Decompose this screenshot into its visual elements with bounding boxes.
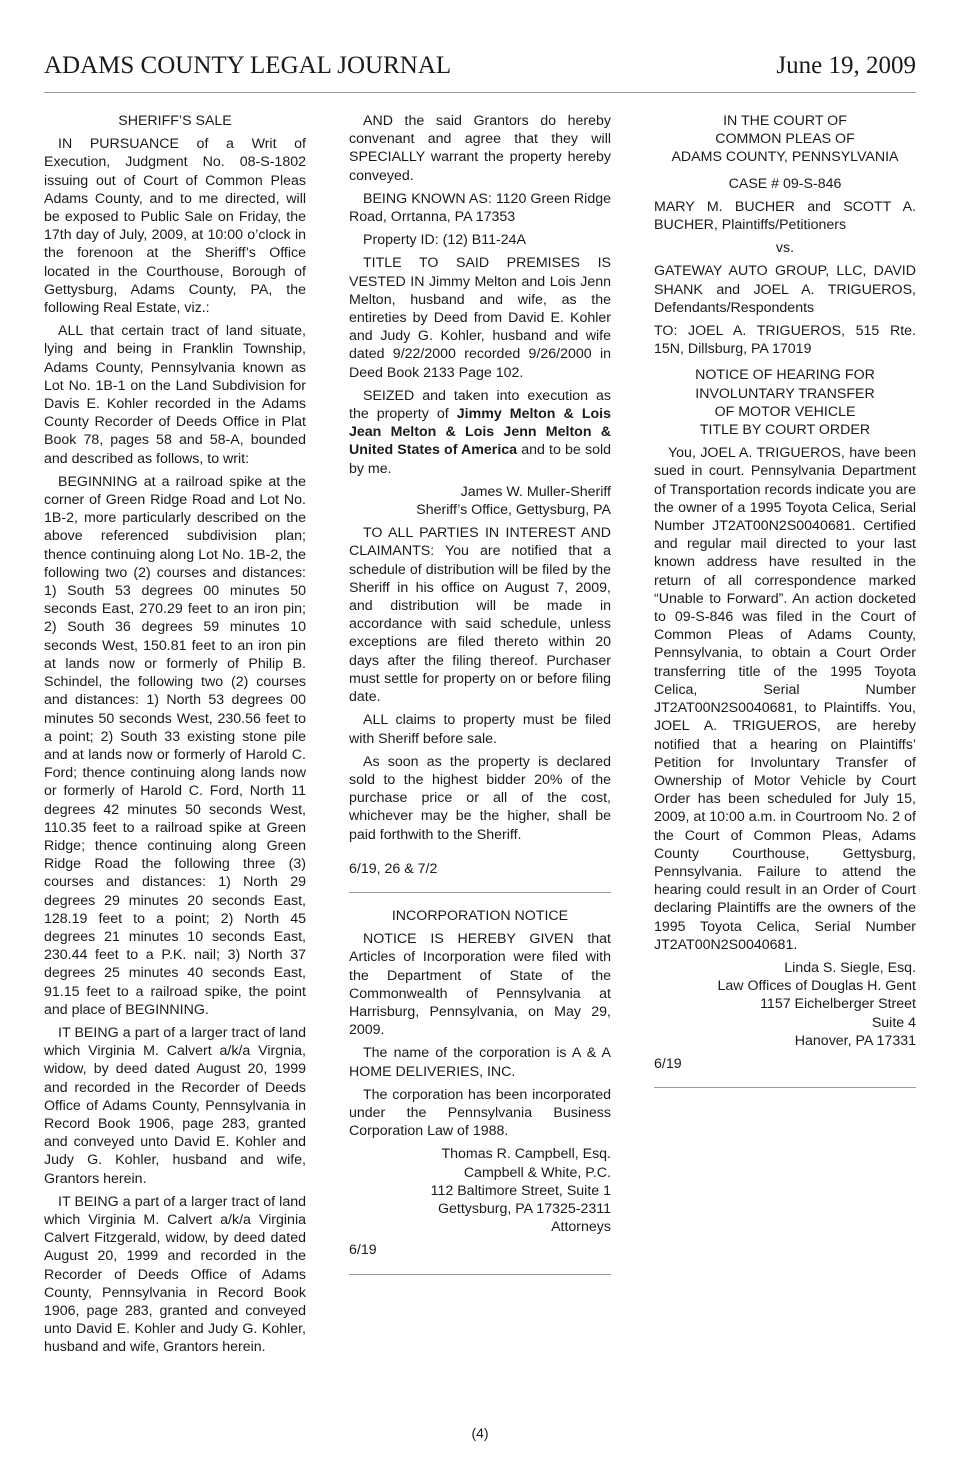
- publication-dates: 6/19, 26 & 7/2: [349, 860, 438, 877]
- paragraph: IT BEING a part of a larger tract of land which Virginia M. Calvert a/k/a Virgnia, widow, by deed dated August 20, 1999 and recorded in the Recorder of Deeds Office of Adams County, Pennsylvania in Record Book 1906, page 283, granted and conveyed unto David E. Kohler and Judy G. Kohler, husband and wife, Grantors herein.: [44, 1024, 306, 1187]
- case-number: CASE # 09-S-846: [728, 175, 842, 192]
- versus: vs.: [775, 240, 795, 257]
- paragraph: TITLE TO SAID PREMISES IS VESTED IN Jimmy Melton and Lois Jenn Melton, husband and wife, as the entireties by Deed from David E. Kohler and Judy G. Kohler, husband and wife dated 9/22/2000 recorded 9/26/2000 in Deed Book 2133 Page 102.: [349, 255, 611, 381]
- signature-line: Attorneys: [551, 1219, 611, 1236]
- paragraph: As soon as the property is declared sold to the highest bidder 20% of the purchase price or all of the cost, whichever may be the higher, shall be paid forthwith to the Sheriff.: [349, 753, 611, 843]
- text: SEIZED and taken into execution as the property of: [349, 387, 611, 423]
- notice-title-line: INVOLUNTARY TRANSFER: [695, 385, 875, 402]
- court-name-line: COMMON PLEAS OF: [715, 131, 855, 148]
- section-heading: INCORPORATION NOTICE: [391, 907, 569, 924]
- paragraph: TO ALL PARTIES IN INTEREST AND CLAIMANTS: You are notified that a schedule of distribution will be filed by the Sheriff in his office on August 7, 2009, and distribution will be made in accordance with said schedule, unless exceptions are filed thereto within 20 days after the filing thereof. Purchaser must settle for property on or before filing date.: [349, 525, 611, 706]
- paragraph: AND the said Grantors do hereby convenant and agree that they will SPECIALLY warrant the property hereby conveyed.: [349, 113, 611, 184]
- paragraph: ALL claims to property must be filed with Sheriff before sale.: [349, 712, 611, 747]
- signature-block: [349, 1145, 611, 1236]
- paragraph: IT BEING a part of a larger tract of land which Virginia M. Calvert a/k/a Virginia Calvert Fitzgerald, widow, by deed dated August 20, 1999 and recorded in the Recorder of Deeds Office of Adams County, Pennsylvania in Record Book 1906, page 283, granted and conveyed unto David E. Kohler and Judy G. Kohler, husband and wife, Grantors herein.: [44, 1193, 306, 1356]
- signature-line: Linda S. Siegle, Esq.: [784, 959, 916, 976]
- paragraph: NOTICE IS HEREBY GIVEN that Articles of Incorporation were filed with the Department of State of the Commonwealth of Pennsylvania at Harrisburg, Pennsylvania, on May 29, 2009.: [349, 931, 611, 1039]
- signature-line: Campbell & White, P.C.: [463, 1164, 611, 1181]
- page-number: (4): [471, 1425, 489, 1441]
- recipient: TO: JOEL A. TRIGUEROS, 515 Rte. 15N, Dillsburg, PA 17019: [654, 323, 916, 358]
- journal-header: [44, 52, 916, 93]
- divider: [654, 1087, 916, 1088]
- notice-title-line: TITLE BY COURT ORDER: [699, 422, 871, 439]
- notice-title-line: OF MOTOR VEHICLE: [714, 403, 856, 420]
- issue-date: June 19, 2009: [776, 52, 916, 79]
- column-sheriff-sale-cont: [349, 112, 611, 1289]
- paragraph: Property ID: (12) B11-24A: [363, 232, 526, 249]
- divider: [349, 892, 611, 893]
- column-court-notice: [654, 112, 916, 1102]
- column-sheriff-sale: [44, 112, 306, 1362]
- defendant-names: Jimmy Melton & Lois Jean Melton & Lois Jenn Melton & United States of America: [349, 406, 611, 459]
- journal-title: ADAMS COUNTY LEGAL JOURNAL: [44, 52, 452, 79]
- notice-title-line: NOTICE OF HEARING FOR: [695, 367, 875, 384]
- court-name-line: ADAMS COUNTY, PENNSYLVANIA: [671, 149, 899, 166]
- plaintiffs: MARY M. BUCHER and SCOTT A. BUCHER, Plaintiffs/Petitioners: [654, 198, 916, 234]
- signature-line: 1157 Eichelberger Street: [760, 996, 916, 1013]
- signature-line: James W. Muller-Sheriff: [460, 483, 611, 500]
- divider: [349, 1274, 611, 1275]
- signature-line: Hanover, PA 17331: [794, 1032, 916, 1049]
- paragraph-seized: [349, 387, 611, 478]
- paragraph: You, JOEL A. TRIGUEROS, have been sued in court. Pennsylvania Department of Transportation records indicate you are the owner of a 1995 Toyota Celica, Serial Number JT2AT00N2S0040681. Certified and regular mail directed to your last known address have resulted in the return of all correspondence marked “Unable to Forward”. An action docketed to 09-S-846 was filed in the Court of Common Pleas of Adams County, Pennsylvania, to obtain a Court Order transferring title of the 1995 Toyota Celica, Serial Number JT2AT00N2S0040681, to Plaintiffs. You, JOEL A. TRIGUEROS, are hereby notified that a hearing on Plaintiffs’ Petition for Involuntary Transfer of Ownership of Motor Vehicle by Court Order has been scheduled for July 15, 2009, at 10:00 a.m. in Courtroom No. 2 of the Court of Common Pleas, Adams County Courthouse, Gettysburg, Pennsylvania. Failure to attend the hearing could result in an Order of Court declaring Plaintiffs are the owners of the 1995 Toyota Celica, Serial Number JT2AT00N2S0040681.: [654, 445, 916, 953]
- text: and to be sold by me.: [349, 442, 612, 477]
- paragraph: The name of the corporation is A & A HOME DELIVERIES, INC.: [349, 1045, 611, 1080]
- signature-line: Sheriff’s Office, Gettysburg, PA: [416, 502, 611, 519]
- signature-line: Law Offices of Douglas H. Gent: [717, 978, 916, 995]
- paragraph: BEGINNING at a railroad spike at the corner of Green Ridge Road and Lot No. 1B-2, more particularly described on the above referenced subdivision plan; thence continuing along Lot No. 1B-2, the following two (2) courses and distances: 1) South 53 degrees 00 minutes 50 seconds East, 270.29 feet to an iron pin; 2) South 36 degrees 59 minutes 10 seconds West, 150.81 feet to an iron pin at lands now or formerly of Philip B. Schindel, the following two (2) courses and distances: 1) North 53 degrees 00 minutes 50 seconds West, 230.56 feet to a point; 2) South 33 existing stone pile and at lands now or formerly of Harold C. Ford; thence continuing along lands now or formerly of Harold C. Ford, North 11 degrees 42 minutes 50 seconds West, 110.35 feet to a railroad spike at Green Ridge; thence continuing along Green Ridge Road the following three (3) courses and distances: 1) North 29 degrees 29 minutes 20 seconds East, 128.19 feet to a point; 2) North 45 degrees 21 minutes 10 seconds East, 230.44 feet to a P.K. nail; 3) North 37 degrees 25 minutes 40 seconds East, 91.15 feet to a railroad spike, the point and place of BEGINNING.: [44, 473, 306, 1018]
- paragraph: ALL that certain tract of land situate, lying and being in Franklin Township, Adams County, Pennsylvania known as Lot No. 1B-1 on the Land Subdivision for Davis E. Kohler recorded in the Adams County Recorder of Deeds Office in Plat Book 78, pages 58 and 58-A, bounded and described as follows, to writ:: [44, 323, 306, 467]
- signature-block: [349, 483, 611, 519]
- paragraph: IN PURSUANCE of a Writ of Execution, Judgment No. 08-S-1802 issuing out of Court of Common Pleas Adams County, and to me directed, will be exposed to Public Sale on Friday, the 17th day of July, 2009, at 10:00 o’clock in the forenoon at the Sheriff’s Office located in the Courthouse, Borough of Gettysburg, Adams County, PA, the following Real Estate, viz.:: [44, 136, 306, 317]
- court-name-line: IN THE COURT OF: [723, 113, 847, 129]
- defendants: GATEWAY AUTO GROUP, LLC, DAVID SHANK and JOEL A. TRIGUEROS, Defendants/Respondents: [654, 263, 916, 316]
- paragraph: BEING KNOWN AS: 1120 Green Ridge Road, Orrtanna, PA 17353: [349, 190, 611, 226]
- signature-block: [654, 959, 916, 1050]
- signature-line: Suite 4: [871, 1014, 916, 1031]
- signature-line: 112 Baltimore Street, Suite 1: [430, 1182, 611, 1199]
- section-heading: SHERIFF’S SALE: [118, 113, 232, 129]
- paragraph: The corporation has been incorporated under the Pennsylvania Business Corporation Law of 1988.: [349, 1086, 611, 1140]
- publication-dates: 6/19: [349, 1242, 377, 1259]
- signature-line: Thomas R. Campbell, Esq.: [441, 1146, 611, 1163]
- publication-dates: 6/19: [654, 1055, 682, 1072]
- signature-line: Gettysburg, PA 17325-2311: [438, 1200, 611, 1217]
